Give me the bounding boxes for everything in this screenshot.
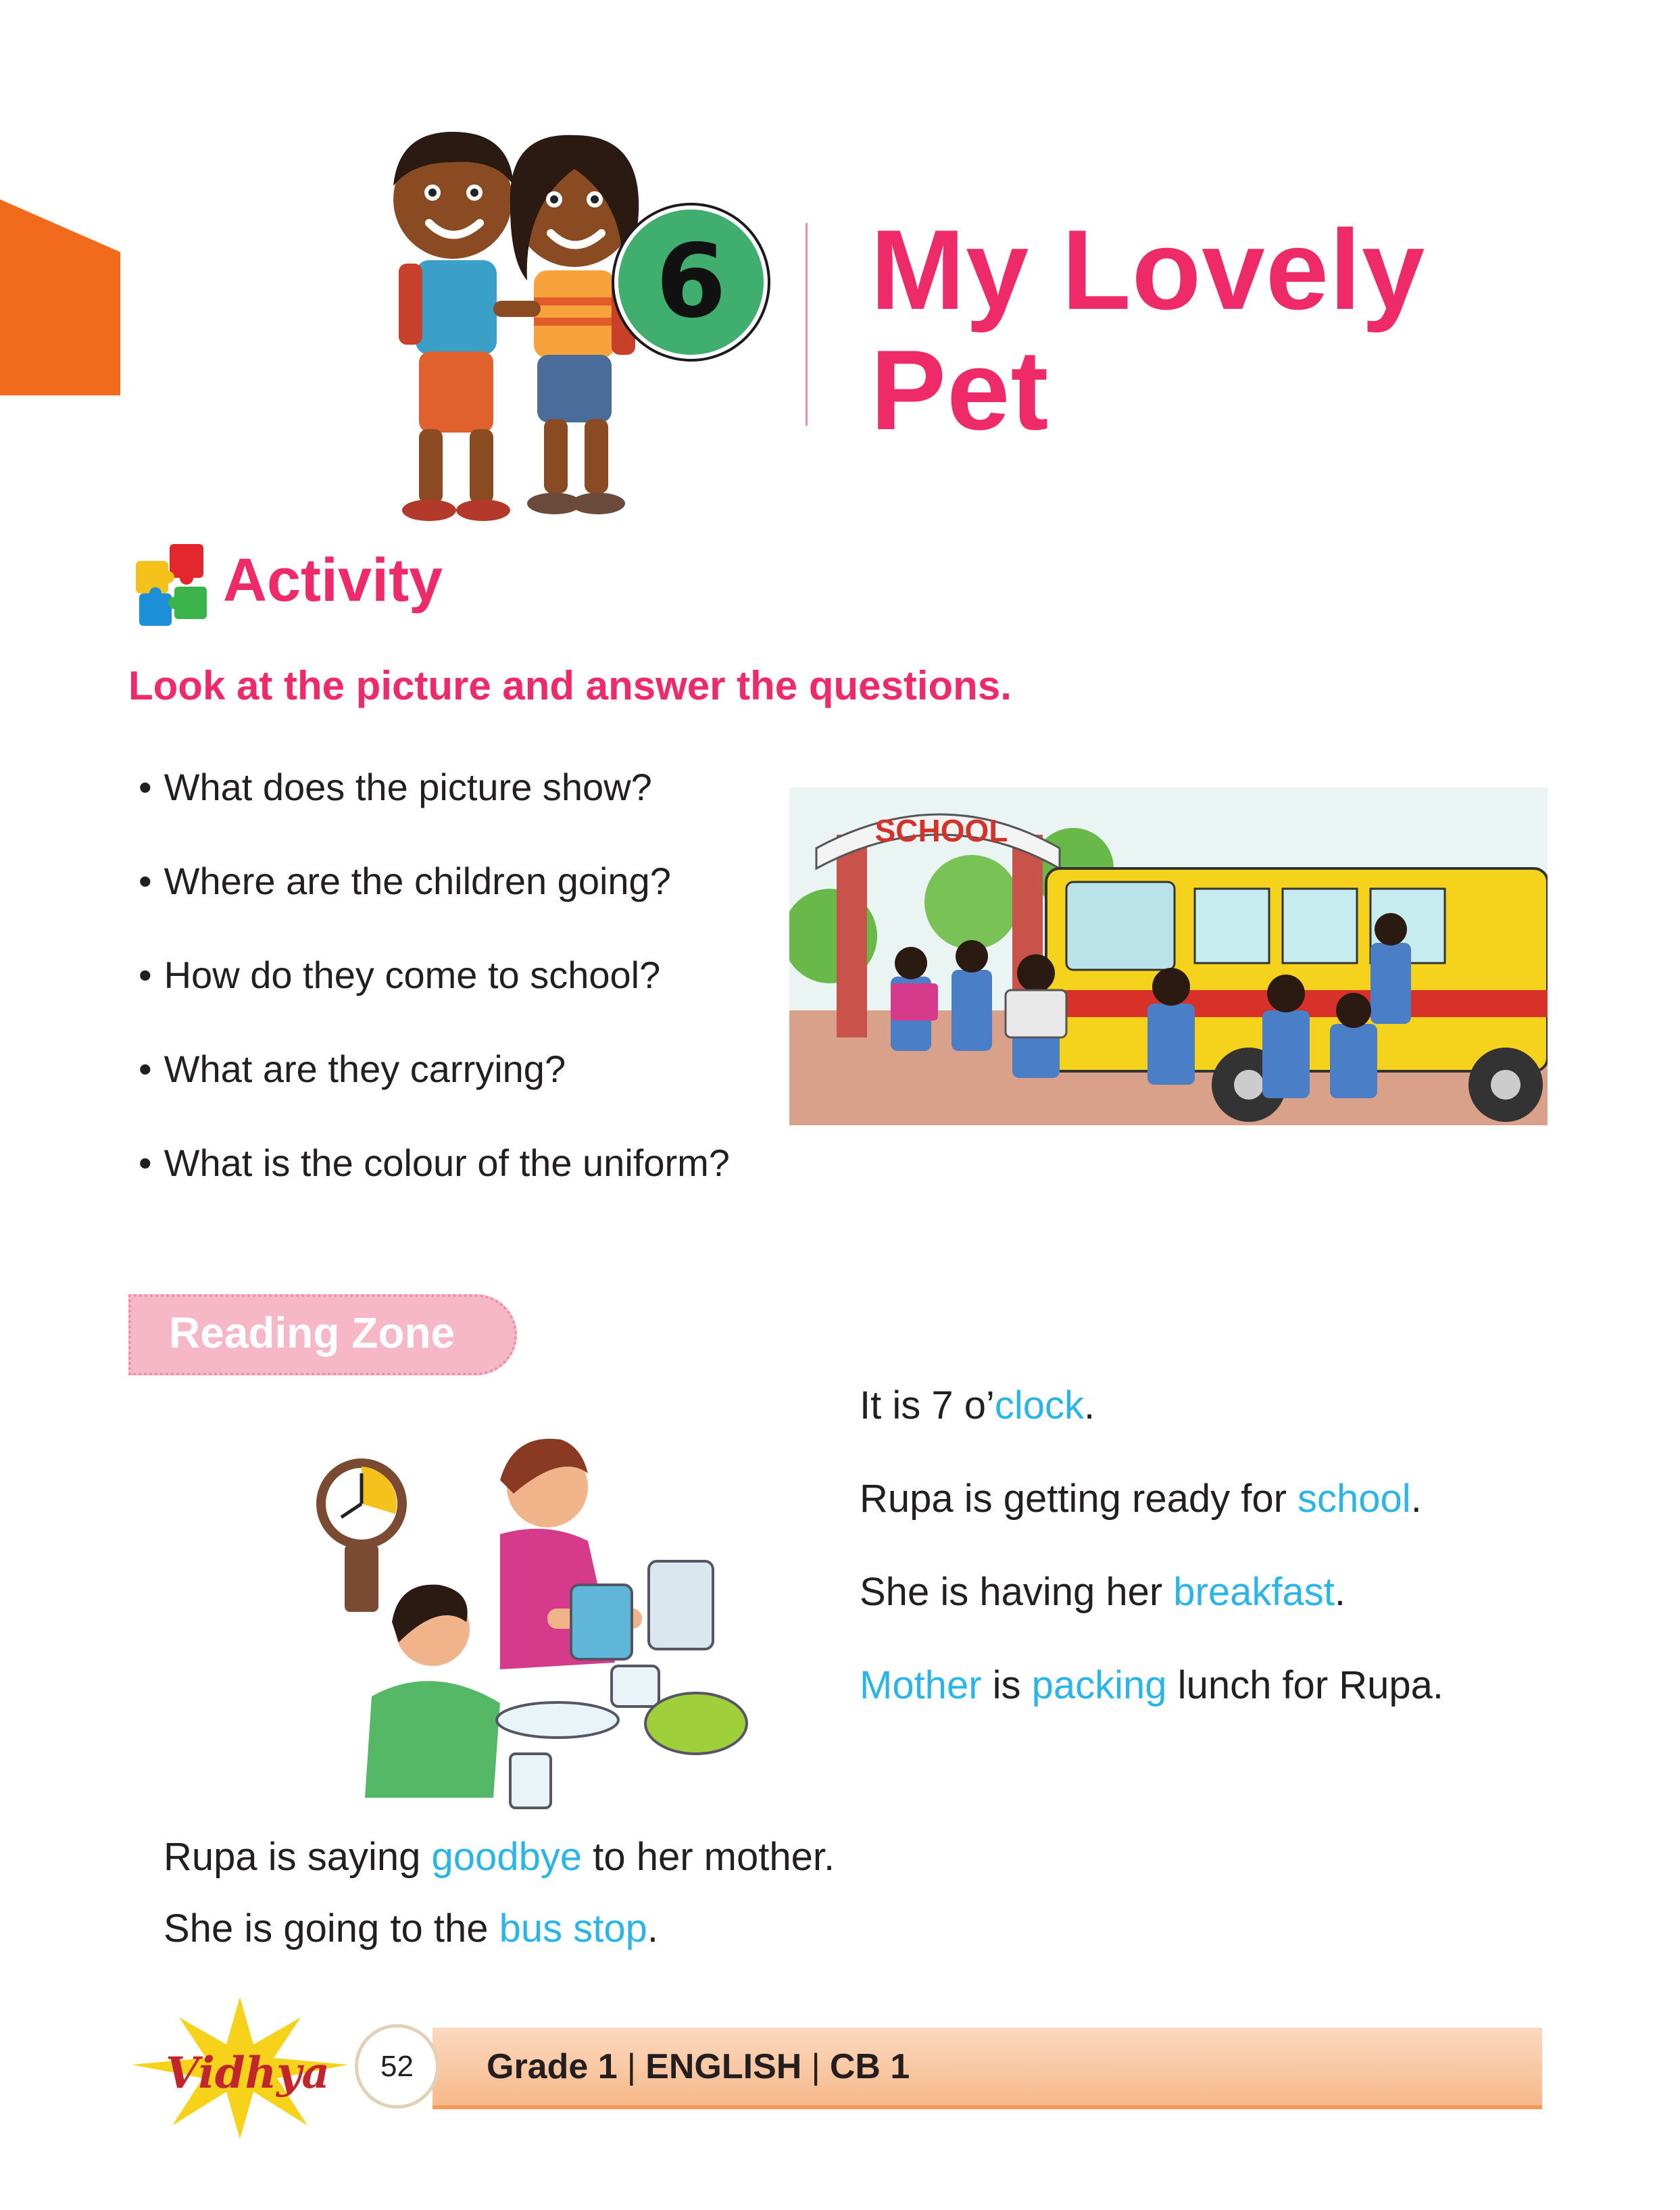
question-item: • What is the colour of the uniform?	[139, 1143, 730, 1237]
story-text: .	[1410, 1477, 1422, 1521]
chapter-title-line1: My Lovely	[870, 206, 1426, 333]
reading-zone-label: Reading Zone	[169, 1308, 455, 1357]
question-item: • What does the picture show?	[139, 767, 730, 861]
footer-subject: ENGLISH	[645, 2047, 802, 2086]
orange-corner-tab	[0, 199, 120, 395]
story-text: .	[647, 1907, 658, 1950]
chapter-number: 6	[656, 223, 726, 341]
footer-separator: |	[626, 2047, 637, 2086]
puzzle-icon	[132, 541, 220, 629]
story-text: .	[1084, 1383, 1095, 1427]
chapter-title	[870, 206, 1479, 453]
activity-heading: Activity	[223, 547, 443, 614]
story-text: .	[1334, 1570, 1345, 1614]
activity-instruction: Look at the picture and answer the questions.	[128, 663, 1012, 708]
story-line-2	[860, 1479, 1422, 1519]
story-line-3	[860, 1572, 1345, 1613]
highlight-word: goodbye	[431, 1835, 583, 1879]
story-text: She is going to the	[164, 1907, 499, 1950]
story-text: is	[981, 1663, 1032, 1707]
footer-separator: |	[811, 2047, 820, 2086]
story-text: Rupa is getting ready for	[860, 1477, 1298, 1521]
highlight-word: clock	[994, 1383, 1085, 1427]
highlight-word: school	[1298, 1477, 1411, 1521]
school-sign-text: SCHOOL	[874, 813, 1008, 848]
story-text: It is 7 o’	[860, 1383, 995, 1427]
highlight-word: bus stop	[499, 1907, 647, 1950]
page-number: 52	[380, 2050, 414, 2083]
title-divider	[806, 223, 808, 426]
highlight-word: Mother	[860, 1663, 982, 1707]
breakfast-illustration	[297, 1419, 770, 1825]
story-text: lunch for Rupa.	[1166, 1663, 1444, 1707]
question-list	[139, 767, 730, 1237]
vidhya-logo-text: Vidhya	[166, 2048, 330, 2098]
footer-book-info	[487, 2046, 910, 2087]
question-item: • How do they come to school?	[139, 955, 730, 1049]
story-line-1	[860, 1385, 1095, 1426]
story-text: She is having her	[860, 1570, 1174, 1614]
highlight-word: breakfast	[1173, 1570, 1335, 1614]
story-text: to her mother.	[582, 1835, 835, 1879]
story-line-4	[860, 1665, 1443, 1706]
question-item: • Where are the children going?	[139, 861, 730, 955]
question-item: • What are they carrying?	[139, 1049, 730, 1143]
story-line-5	[164, 1837, 835, 1877]
school-bus-illustration	[789, 787, 1548, 1125]
chapter-title-line2: Pet	[870, 326, 1049, 453]
footer-book: CB 1	[829, 2047, 910, 2086]
story-line-6	[164, 1909, 658, 1949]
story-text: Rupa is saying	[164, 1835, 432, 1879]
highlight-word: packing	[1031, 1663, 1167, 1707]
footer-grade: Grade 1	[487, 2047, 618, 2086]
